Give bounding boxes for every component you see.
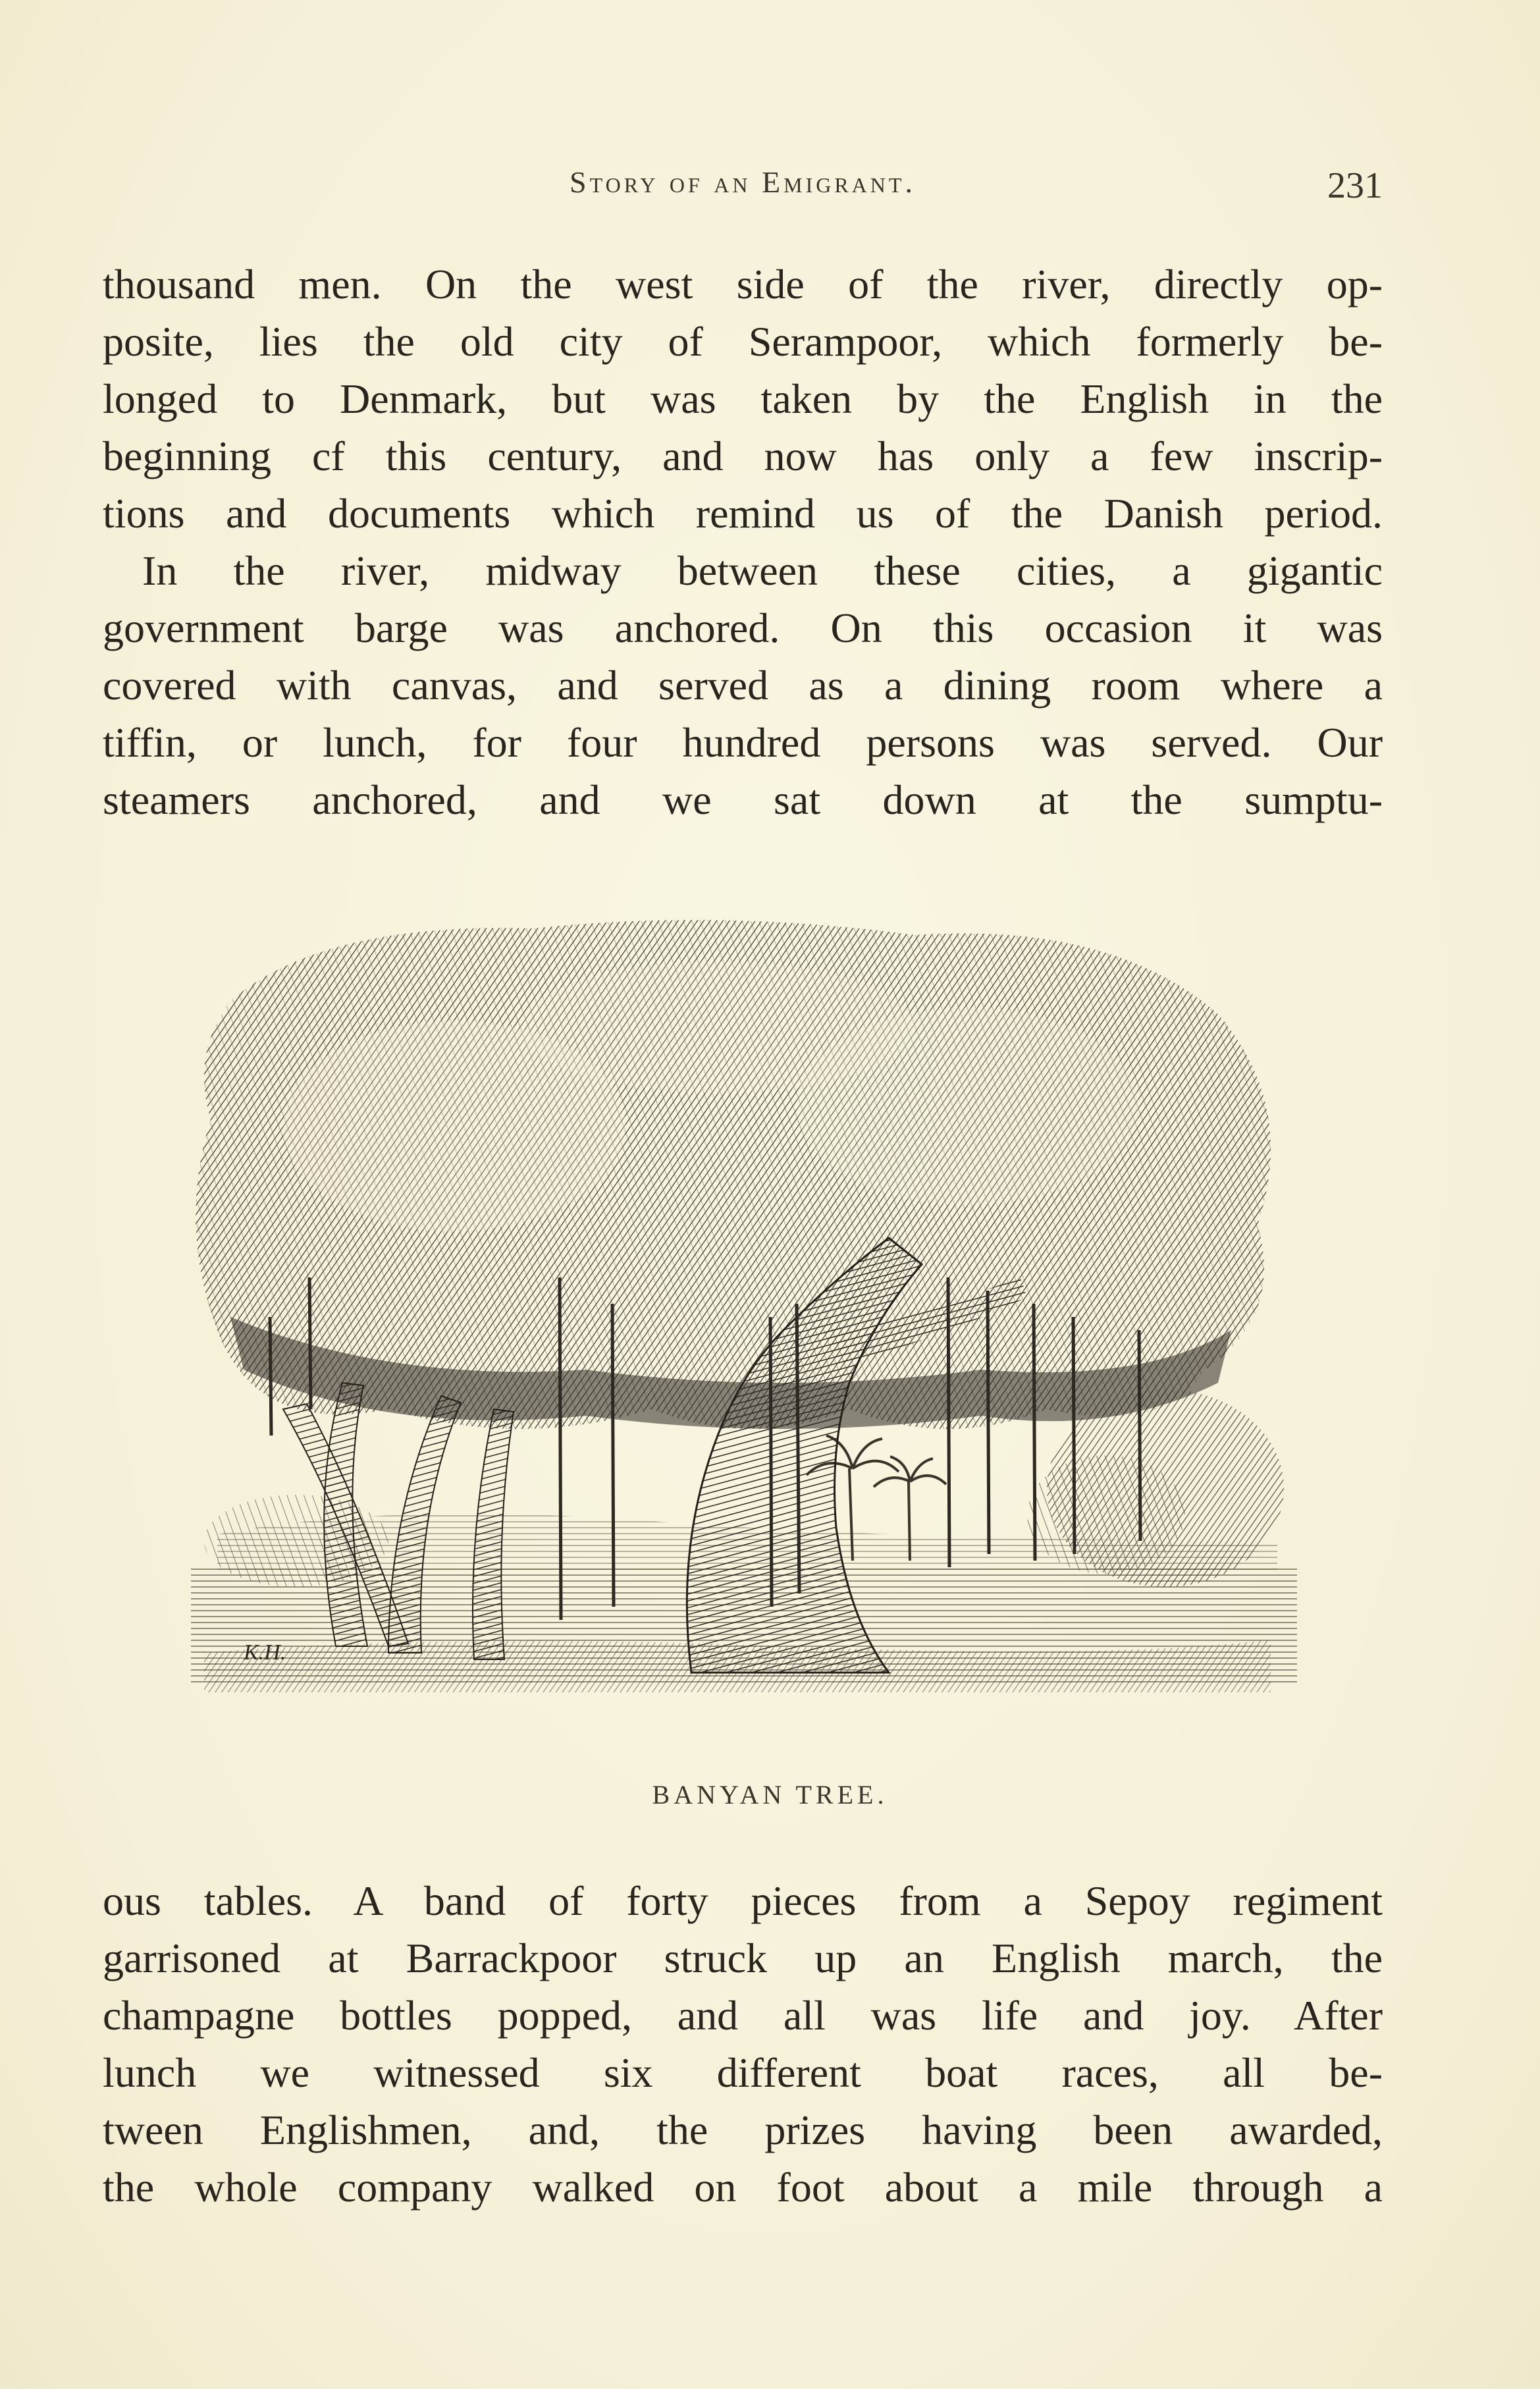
text-line: lunch we witnessed six different boat races, all be- — [103, 2049, 1383, 2096]
body-text-top — [103, 255, 1383, 828]
text-line: beginning cf this century, and now has only a few inscrip- — [103, 433, 1383, 479]
text-line: government barge was anchored. On this occasion it was — [103, 604, 1383, 651]
text-line: In the river, midway between these cities, a gigantic — [142, 547, 1383, 594]
text-line: champagne bottles popped, and all was life and joy. After — [103, 1992, 1383, 2039]
text-line: tiffin, or lunch, for four hundred persons was served. Our — [103, 719, 1383, 766]
text-line: ous tables. A band of forty pieces from a Sepoy regiment — [103, 1877, 1383, 1924]
text-line: covered with canvas, and served as a dining room where a — [103, 662, 1383, 709]
text-line: thousand men. On the west side of the river, directly op- — [103, 261, 1383, 308]
text-line: garrisoned at Barrackpoor struck up an English march, the — [103, 1935, 1383, 1981]
canopy — [196, 920, 1271, 1429]
text-line: steamers anchored, and we sat down at the sumptu- — [103, 776, 1383, 823]
engraver-signature: K.H. — [244, 1640, 286, 1665]
page-number: 231 — [1327, 165, 1383, 206]
figure-caption: BANYAN TREE. — [652, 1780, 888, 1810]
banyan-tree-engraving — [191, 909, 1297, 1725]
text-line: the whole company walked on foot about a mile through a — [103, 2164, 1383, 2211]
page-header — [103, 165, 1383, 211]
running-title: Story of an Emigrant. — [570, 165, 916, 199]
text-line: tween Englishmen, and, the prizes having been awarded, — [103, 2107, 1383, 2153]
text-line: tions and documents which remind us of the Danish period. — [103, 490, 1383, 537]
text-line: longed to Denmark, but was taken by the English in the — [103, 375, 1383, 422]
text-line: posite, lies the old city of Serampoor, which formerly be- — [103, 318, 1383, 365]
body-text-bottom — [103, 1872, 1383, 2216]
